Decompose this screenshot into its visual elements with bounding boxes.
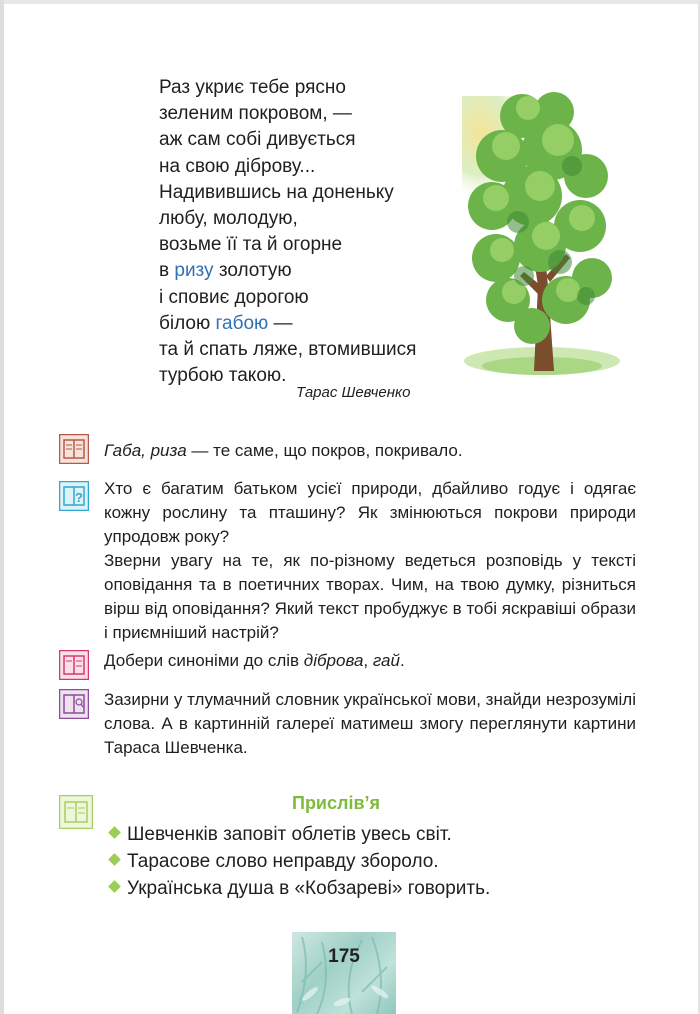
task-word-hai: гай (372, 651, 400, 670)
poem (159, 75, 459, 389)
text-fragment: Добери синоніми до слів (104, 651, 304, 670)
text-fragment: — (268, 312, 293, 334)
question-2: Зверни увагу на те, як по-різному ведеться розповідь у тексті оповідання та в поетичних творах. Чим, на твою думку, різниться вірш від оповідання? Який текст пробуджує в тобі яскравіші образи і приємніший настрій? (104, 551, 636, 642)
text-fragment: . (399, 651, 405, 670)
bullet-diamond-icon (108, 827, 121, 840)
text-fragment: , (363, 651, 373, 670)
glossary-note (104, 439, 463, 463)
glossary-terms: Габа, риза (104, 441, 187, 460)
glossary-definition: — те саме, що покров, покривало. (186, 441, 463, 460)
task-book-icon (59, 650, 89, 680)
poem-line: зеленим покровом, — (159, 103, 352, 125)
poem-line: та й спать ляже, втомившися (159, 339, 417, 361)
page-frame-top (0, 0, 700, 4)
proverb-item (110, 822, 452, 848)
dictionary-note: Зазирни у тлумачний словник української мови, знайди незрозумілі слова. А в картинній галереї матимеш змогу переглянути картини Тараса Шевченка. (104, 690, 636, 757)
poem-line (159, 258, 459, 284)
poem-line (159, 311, 459, 337)
proverb-book-icon (59, 795, 93, 829)
page-frame-left (0, 0, 4, 1014)
synonym-task (104, 649, 405, 673)
proverb-item (110, 849, 439, 875)
poem-line: на свою діброву... (159, 155, 316, 177)
highlighted-word-rizu[interactable]: ризу (174, 260, 214, 282)
proverb-text: Шевченків заповіт облетів увесь світ. (127, 824, 452, 845)
poem-line: любу, молодую, (159, 208, 298, 230)
poem-line: аж сам собі дивується (159, 129, 356, 151)
glossary-book-icon (59, 434, 89, 464)
tree-illustration (462, 86, 622, 386)
proverb-text: Тарасове слово неправду збороло. (127, 851, 439, 872)
poem-line: Надивившись на доненьку (159, 181, 394, 203)
proverb-item (110, 876, 490, 902)
poem-line: Раз укриє тебе рясно (159, 77, 346, 98)
poem-line: і сповиє дорогою (159, 286, 309, 308)
dictionary-book-icon (59, 689, 89, 719)
poem-line: возьме її та й огорне (159, 234, 343, 256)
bullet-diamond-icon (108, 881, 121, 894)
proverb-text: Українська душа в «Кобзареві» говорить. (127, 878, 491, 899)
text-fragment: в (159, 260, 175, 282)
page-number: 175 (328, 946, 360, 967)
leaf-pattern (292, 932, 396, 1014)
proverbs-title: Прислів’я (292, 793, 381, 813)
page-number-box (292, 932, 396, 1014)
task-word-dibrova: діброва (303, 651, 364, 670)
highlighted-word-haboiu[interactable]: габою (215, 312, 269, 334)
poem-line: турбою такою. (159, 365, 287, 387)
svg-text:?: ? (75, 490, 83, 505)
text-fragment: білою (159, 312, 216, 334)
poem-author: Тарас Шевченко (296, 384, 411, 401)
text-fragment: золотую (213, 260, 292, 282)
question-book-icon (59, 481, 89, 511)
bullet-diamond-icon (108, 854, 121, 867)
question-1: Хто є багатим батьком усієї природи, дбайливо годує і одягає кожну рослину та пташину? Як змінюються покрови природи упродовж року? (104, 479, 636, 546)
